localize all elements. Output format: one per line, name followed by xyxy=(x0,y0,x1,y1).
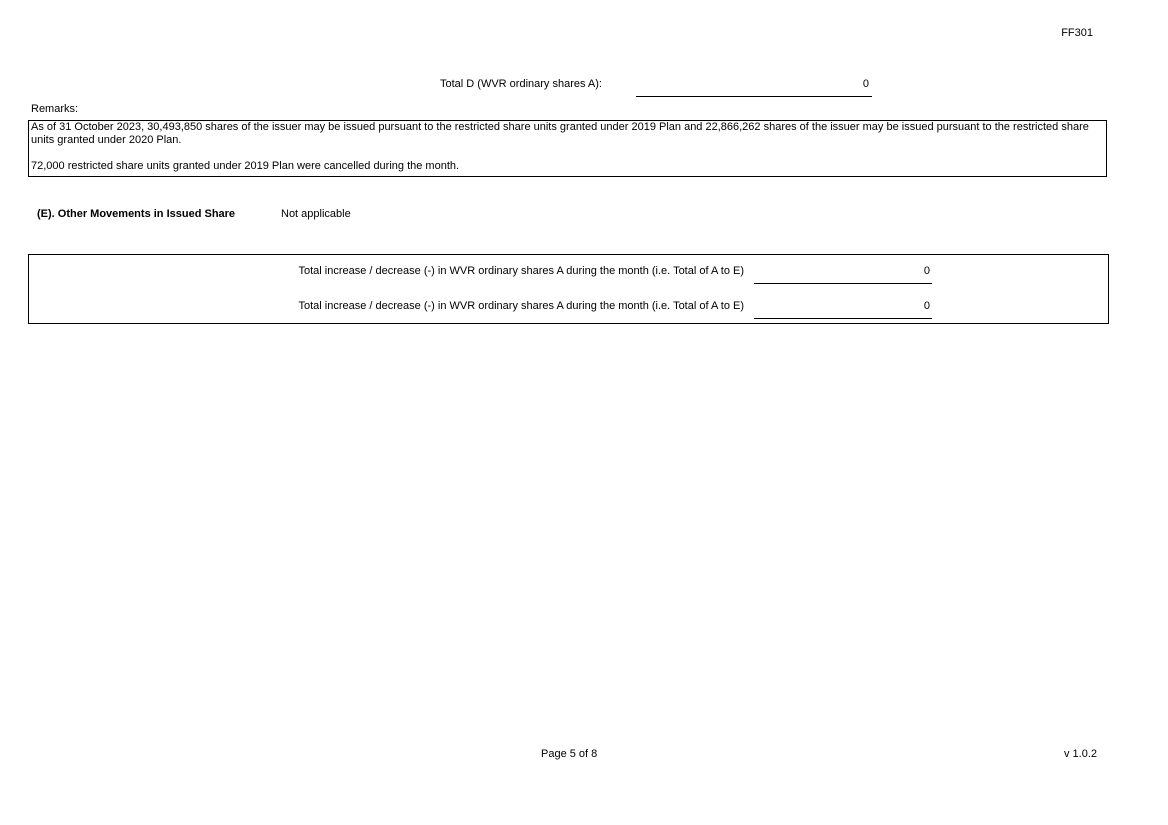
remarks-paragraph-2: 72,000 restricted share units granted under 2019 Plan were cancelled during the month. xyxy=(31,160,460,172)
total-increase-underline xyxy=(754,318,932,319)
total-increase-underline xyxy=(754,283,932,284)
total-d-value: 0 xyxy=(862,78,869,90)
total-d-label: Total D (WVR ordinary shares A): xyxy=(440,78,602,90)
totals-box xyxy=(28,254,1109,324)
remarks-spacer xyxy=(31,147,1104,160)
version-label: v 1.0.2 xyxy=(1063,748,1097,760)
remarks-box xyxy=(28,120,1107,177)
total-increase-value: 0 xyxy=(923,265,930,277)
remarks-label: Remarks: xyxy=(31,103,79,115)
total-increase-label: Total increase / decrease (-) in WVR ordinary shares A during the month (i.e. Total of A to E) xyxy=(298,300,744,312)
form-code: FF301 xyxy=(1061,27,1093,39)
total-increase-value: 0 xyxy=(923,300,930,312)
section-e-value: Not applicable xyxy=(281,208,351,220)
page-number: Page 5 of 8 xyxy=(541,748,598,760)
remarks-paragraph-1: As of 31 October 2023, 30,493,850 shares of the issuer may be issued pursuant to the restricted share units granted under 2019 Plan and 22,866,262 shares of the issuer may be issued pursuant to the restricted share units granted under 2020 Plan. xyxy=(31,121,1089,146)
total-increase-label: Total increase / decrease (-) in WVR ordinary shares A during the month (i.e. Total of A to E) xyxy=(298,265,744,277)
section-e-title: (E). Other Movements in Issued Share xyxy=(37,208,236,220)
total-d-underline xyxy=(636,96,872,97)
